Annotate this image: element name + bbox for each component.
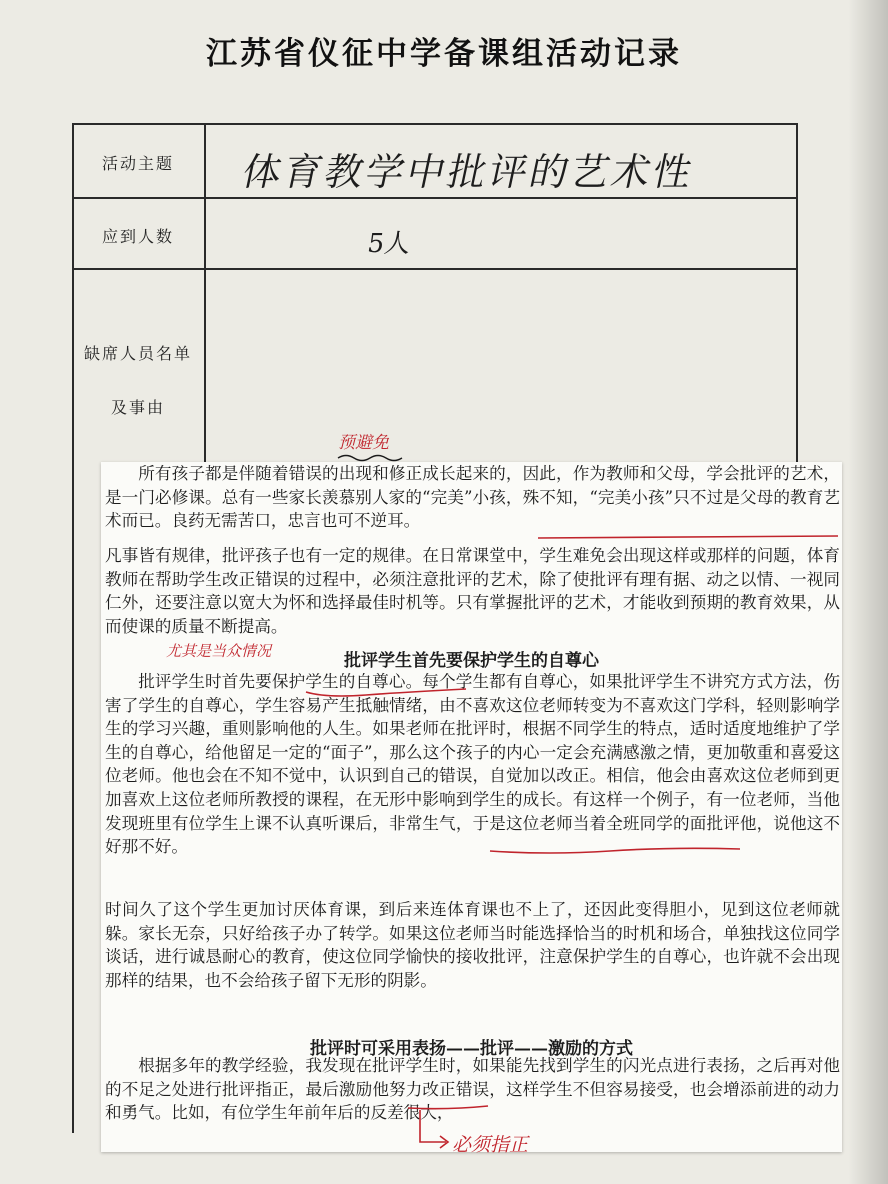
annotation-note-1: 预避免	[338, 433, 389, 453]
red-underline-2	[306, 689, 466, 696]
topic-label: 活动主题	[101, 154, 174, 173]
article-paragraph-4: 时间久了这个学生更加讨厌体育课，到后来连体育课也不上了，还因此变得胆小，见到这位老师就躲。家长无奈，只好给孩子办了转学。如果这位老师当时能选择恰当的时机和场合，单独找这位同学谈话，进行诚恳耐心的教育，使这位同学愉快的接收批评，注意保护学生的自尊心，也许就不会出现那样的结果，也不会给孩子留下无形的阴影。	[105, 900, 840, 990]
article-heading-1: 批评学生首先要保护学生的自尊心	[344, 651, 599, 671]
red-underline-1	[538, 536, 838, 538]
topic-value: 体育教学中批评的艺术性	[238, 150, 699, 194]
red-underline-3	[490, 848, 740, 853]
attendance-value: 5人	[365, 229, 413, 259]
annotation-note-2: 尤其是当众情况	[166, 642, 272, 660]
wavy-underline	[338, 456, 402, 461]
attendance-label: 应到人数	[101, 227, 174, 246]
article-paragraph-5: 根据多年的教学经验，我发现在批评学生时，如果能先找到学生的闪光点进行表扬，之后再对他的不足之处进行批评指正，最后激励他努力改正错误，这样学生不但容易接受，也会增添前进的动力和勇气。比如，有位学生年前年后的反差很大，	[105, 1056, 840, 1123]
article-paragraph-2: 凡事皆有规律，批评孩子也有一定的规律。在日常课堂中，学生难免会出现这样或那样的问题，体育教师在帮助学生改正错误的过程中，必须注意批评的艺术，除了使批评有理有据、动之以情、一视同仁外，还要注意以宽大为怀和选择最佳时机等。只有掌握批评的艺术，才能收到预期的教育效果，从而使课的质量不断提高。	[105, 546, 840, 636]
annotation-note-3: 必须指正	[452, 1134, 529, 1156]
article-heading-2: 批评时可采用表扬——批评——激励的方式	[310, 1039, 633, 1059]
article-paragraph-3: 批评学生时首先要保护学生的自尊心。每个学生都有自尊心，如果批评学生不讲究方式方法，伤害了学生的自尊心，学生容易产生抵触情绪，由不喜欢这位老师转变为不喜欢这门学科，轻则影响学生的学习兴趣，重则影响他的人生。如果老师在批评时，根据不同学生的特点，适时适度地维护了学生的自尊心，给他留足一定的“面子”，那么这个孩子的内心一定会充满感激之情，更加敬重和喜爱这位老师。他也会在不知不觉中，认识到自己的错误，自觉加以改正。相信，他会由喜欢这位老师到更加喜欢上这位老师所教授的课程，在无形中影响到学生的成长。有这样一个例子，有一位老师，当他发现班里有位学生上课不认真听课后，非常生气，于是这位老师当着全班同学的面批评他，说他这不好那不好。	[105, 672, 840, 857]
absentees-reason-label: 及事由	[110, 398, 165, 417]
article-paragraph-1: 所有孩子都是伴随着错误的出现和修正成长起来的，因此，作为教师和父母，学会批评的艺术，是一门必修课。总有一些家长羡慕别人家的“完美”小孩，殊不知，“完美小孩”只不过是父母的教育艺术而已。良药无需苦口，忠言也可不逆耳。	[105, 464, 840, 531]
red-underline-4	[408, 1106, 488, 1109]
page-title: 江苏省仪征中学备课组活动记录	[206, 36, 682, 72]
absentees-label: 缺席人员名单	[83, 344, 192, 363]
